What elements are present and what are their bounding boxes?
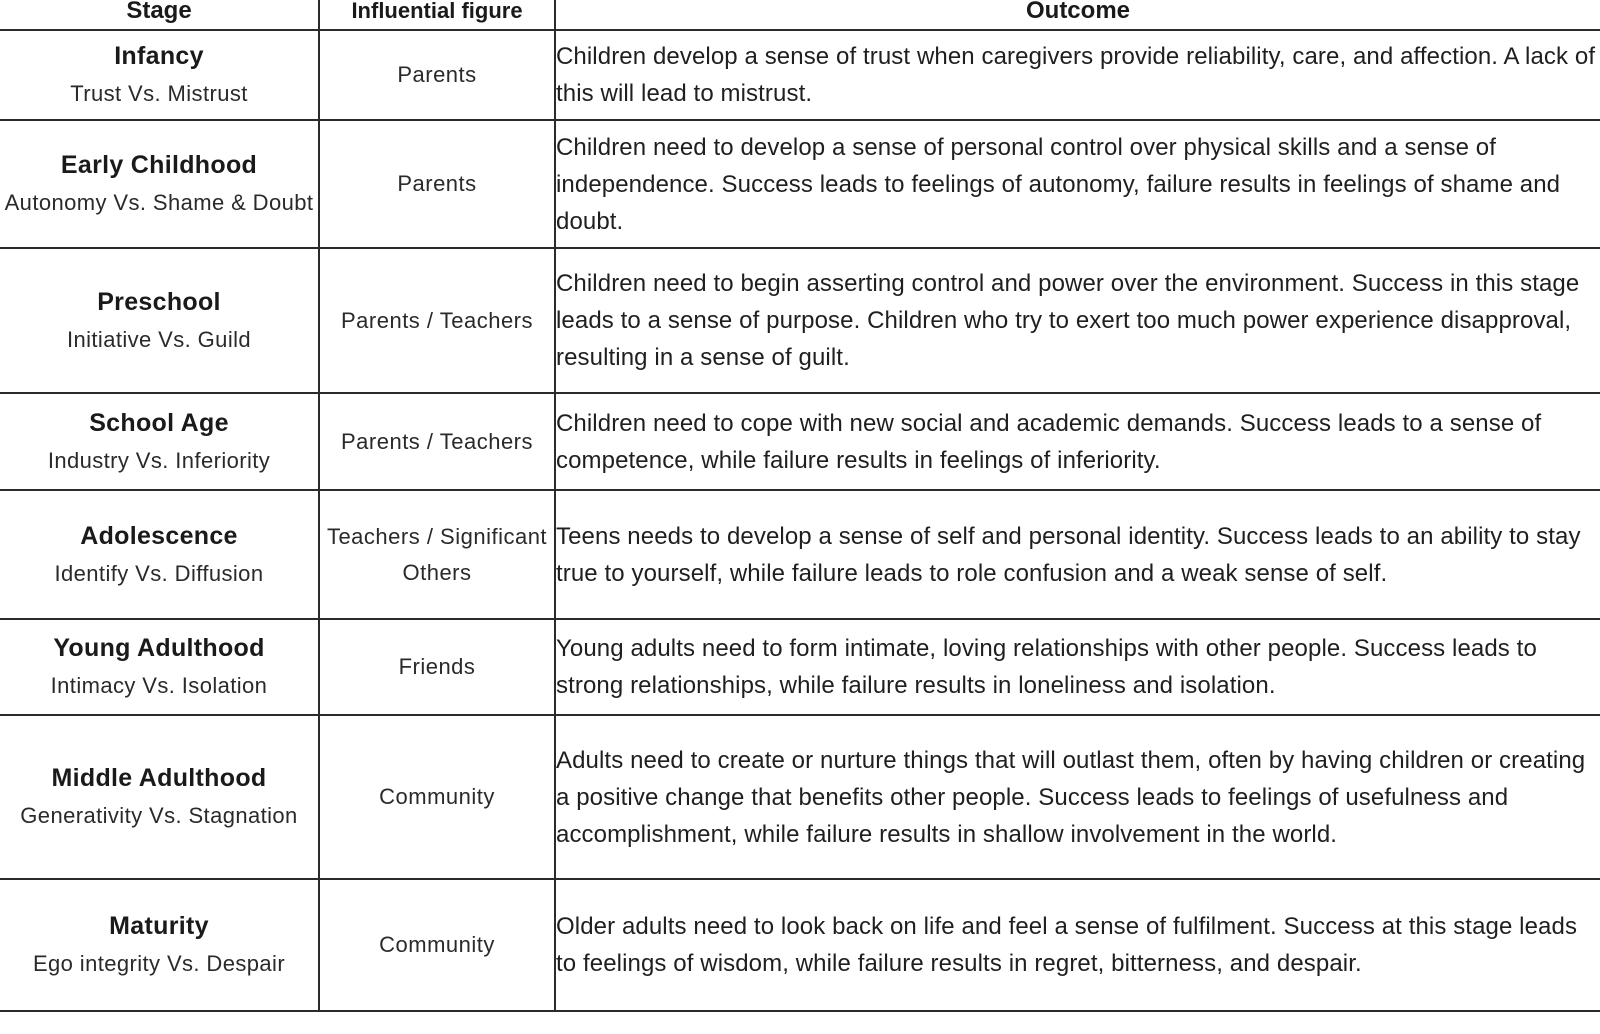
influential-figure-cell: Parents [319, 120, 555, 248]
outcome-cell: Young adults need to form intimate, loving relationships with other people. Success leads to strong relationships, while failure results in loneliness and isolation. [555, 619, 1600, 715]
outcome-cell: Children need to begin asserting control and power over the environment. Success in this stage leads to a sense of purpose. Children who try to exert too much power experience disapproval, resulting in a sense of guilt. [555, 248, 1600, 393]
header-row [0, 0, 1600, 30]
stage-name: Preschool [97, 287, 221, 316]
stage-cell [0, 715, 319, 879]
stage-name: Infancy [114, 42, 204, 70]
stage-cell [0, 879, 319, 1011]
stage-cell [0, 248, 319, 393]
stage-cell [0, 393, 319, 490]
stage-name: Early Childhood [60, 151, 258, 179]
stage-conflict: Intimacy Vs. Isolation [50, 673, 268, 698]
stage-conflict: Industry Vs. Inferiority [47, 447, 271, 473]
table-row [0, 393, 1600, 490]
stage-conflict: Initiative Vs. Guild [66, 326, 252, 352]
stage-name: Maturity [109, 912, 209, 940]
header-influential-figure: Influential figure [319, 0, 555, 30]
outcome-cell: Children need to cope with new social and academic demands. Success leads to a sense of competence, while failure results in feelings of inferiority. [555, 393, 1600, 490]
table-row [0, 879, 1600, 1011]
table-row [0, 120, 1600, 248]
stage-conflict: Ego integrity Vs. Despair [32, 951, 286, 976]
stage-cell [0, 619, 319, 715]
table-row [0, 715, 1600, 879]
influential-figure-cell: Parents / Teachers [319, 393, 555, 490]
stage-cell [0, 30, 319, 120]
table-row [0, 30, 1600, 120]
header-stage: Stage [0, 0, 319, 30]
outcome-cell: Teens needs to develop a sense of self and personal identity. Success leads to an ability to stay true to yourself, while failure leads to role confusion and a weak sense of self. [555, 490, 1600, 619]
outcome-cell: Adults need to create or nurture things that will outlast them, often by having children or creating a positive change that benefits other people. Success leads to feelings of usefulness and accomplishment, while failure results in shallow involvement in the world. [555, 715, 1600, 879]
influential-figure-cell: Friends [319, 619, 555, 715]
outcome-cell: Children need to develop a sense of personal control over physical skills and a sense of independence. Success leads to feelings of autonomy, failure results in feelings of shame and doubt. [555, 120, 1600, 248]
influential-figure-cell: Community [319, 879, 555, 1011]
outcome-cell: Children develop a sense of trust when caregivers provide reliability, care, and affection. A lack of this will lead to mistrust. [555, 30, 1600, 120]
stage-name: School Age [89, 408, 229, 437]
stage-cell [0, 120, 319, 248]
stage-name: Adolescence [80, 521, 238, 550]
influential-figure-cell: Community [319, 715, 555, 879]
stage-name: Young Adulthood [53, 634, 265, 662]
table-row [0, 619, 1600, 715]
stage-conflict: Autonomy Vs. Shame & Doubt [4, 190, 314, 215]
influential-figure-cell: Parents [319, 30, 555, 120]
header-outcome: Outcome [555, 0, 1600, 30]
outcome-cell: Older adults need to look back on life and feel a sense of fulfilment. Success at this stage leads to feelings of wisdom, while failure results in regret, bitterness, and despair. [555, 879, 1600, 1011]
stage-conflict: Trust Vs. Mistrust [70, 81, 248, 106]
stage-conflict: Generativity Vs. Stagnation [20, 803, 298, 828]
stage-conflict: Identify Vs. Diffusion [54, 560, 264, 586]
stage-name: Middle Adulthood [51, 764, 267, 792]
influential-figure-cell: Teachers / Significant Others [319, 490, 555, 619]
influential-figure-cell: Parents / Teachers [319, 248, 555, 393]
stage-cell [0, 490, 319, 619]
table-row [0, 490, 1600, 619]
table-row [0, 248, 1600, 393]
